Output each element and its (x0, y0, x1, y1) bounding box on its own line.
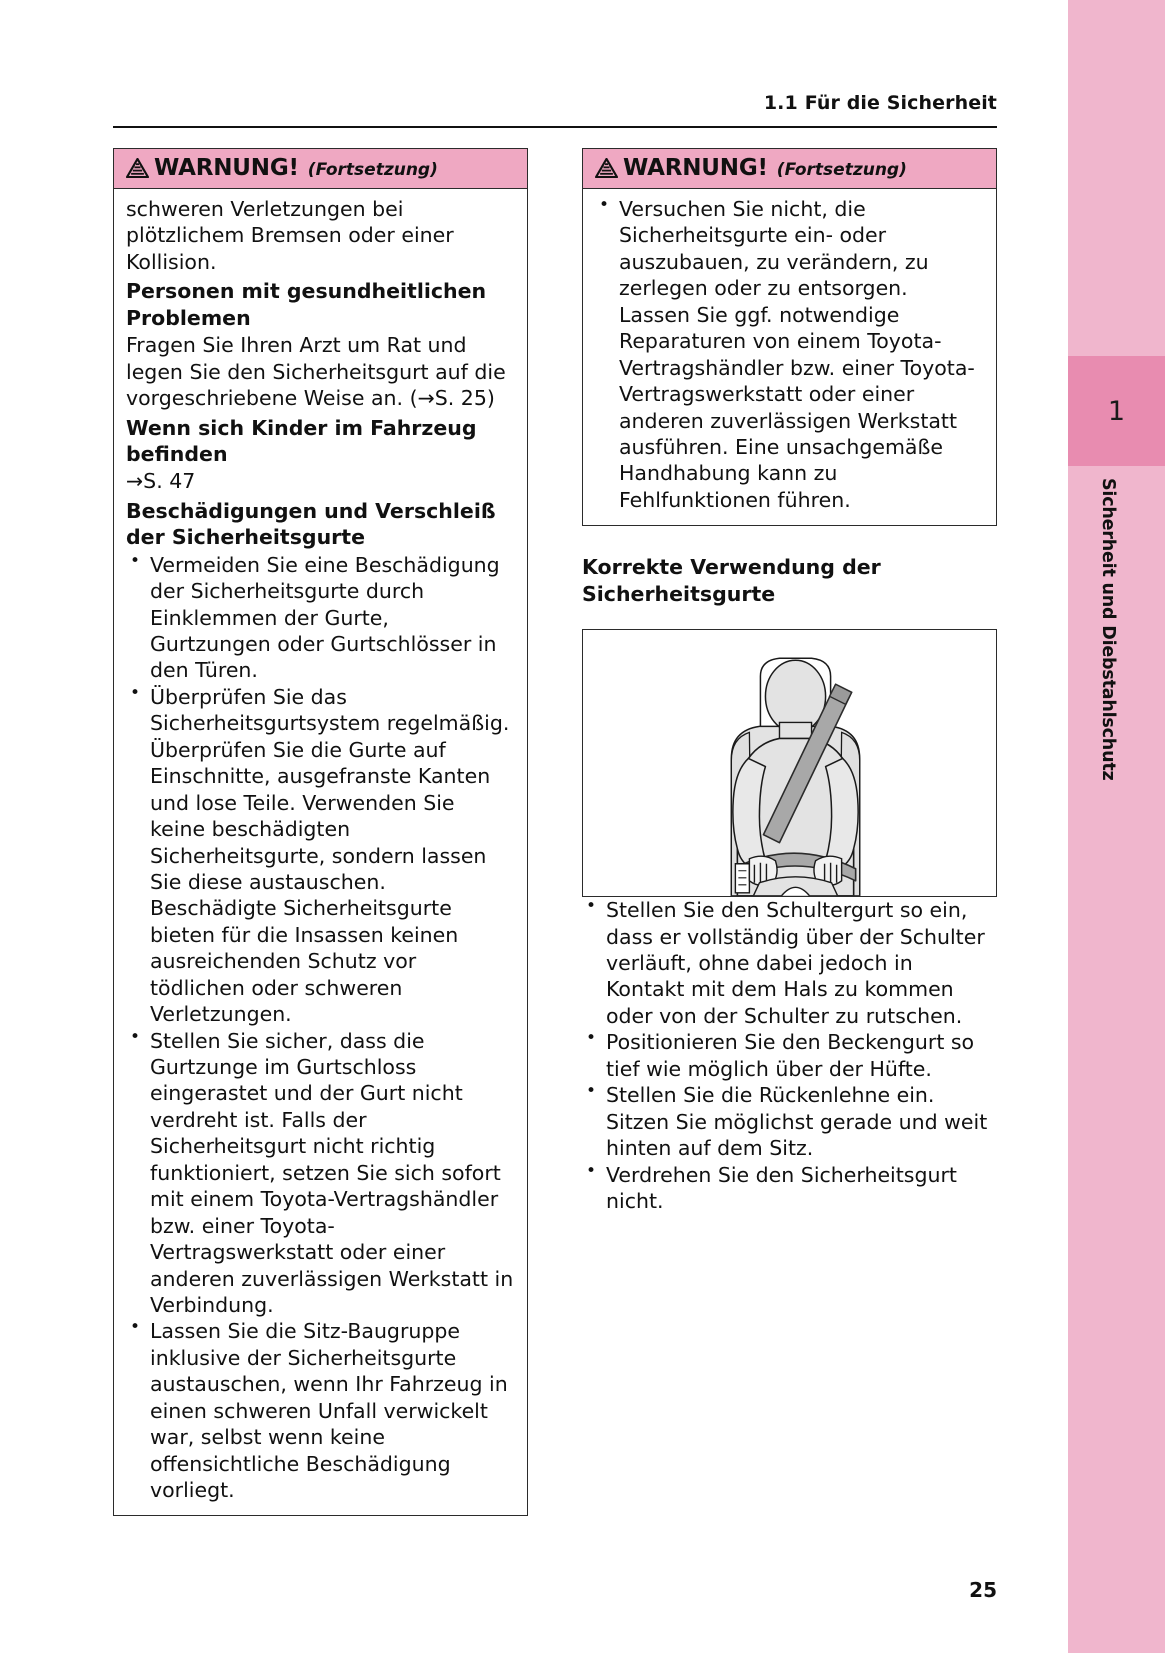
list-item: • Stellen Sie den Schultergurt so ein, dass er vollständig über der Schulter verläuft, ohne dabei jedoch in Kontakt mit dem Hals zu kommen oder von der Schulter zu rutschen. (582, 897, 997, 1029)
list-item: • Positionieren Sie den Beckengurt so tief wie möglich über der Hüfte. (582, 1029, 997, 1082)
subheading-children-in-vehicle: Wenn sich Kinder im Fahrzeug befinden (126, 415, 477, 466)
list-item: • Versuchen Sie nicht, die Sicherheitsgurte ein- oder auszubauen, zu verändern, zu zerlegen oder zu entsorgen. Lassen Sie ggf. notwendige Reparaturen von einem Toyota-Vertragshändler bzw. einer Toyota-Vertragswerkstatt oder einer anderen zuverlässigen Werkstatt ausführen. Eine unsachgemäße Handhabung kann zu Fehlfunktionen führen. (595, 196, 984, 513)
section-title: Für die Sicherheit (804, 92, 997, 114)
seatbelt-figure-svg (583, 630, 996, 896)
intro-paragraph: schweren Verletzungen bei plötzlichem Bremsen oder einer Kollision. (126, 197, 454, 274)
chapter-tab-label: Sicherheit und Diebstahlschutz (1098, 478, 1118, 781)
paragraph-children-reference: →S. 47 (126, 469, 196, 494)
warning-triangle-icon (595, 158, 618, 178)
warning-header-left (114, 149, 527, 189)
warning-triangle-icon (126, 158, 149, 178)
right-warning-bullet-list (595, 196, 984, 513)
subheading-damage-and-wear: Beschädigungen und Verschleiß der Sicherheitsgurte (126, 498, 496, 550)
chapter-tab-number: 1 (1107, 395, 1126, 427)
left-warning-bullet-list (126, 552, 515, 1504)
section-heading-correct-use: Korrekte Verwendung der Sicherheitsgurte (582, 555, 881, 606)
warning-continuation: (Fortsetzung) (307, 160, 438, 180)
warning-header-right (583, 149, 996, 189)
page-columns (113, 148, 997, 1502)
section-number: 1.1 (763, 92, 798, 114)
warning-continuation: (Fortsetzung) (776, 160, 907, 180)
list-item: • Vermeiden Sie eine Beschädigung der Sicherheitsgurte durch Einklemmen der Gurte, Gurtzungen oder Gurtschlösser in den Türen. (126, 552, 515, 684)
list-item: • Stellen Sie sicher, dass die Gurtzunge im Gurtschloss eingerastet und der Gurt nicht verdreht ist. Falls der Sicherheitsgurt nicht richtig funktioniert, setzen Sie sich sofort mit einem Toyota-Vertragshändler bzw. einer Toyota-Vertragswerkstatt oder einer anderen zuverlässigen Werkstatt in Verbindung. (126, 1028, 515, 1319)
warning-body-left (114, 189, 527, 1515)
correct-use-bullet-list (582, 897, 997, 1214)
page-header (113, 92, 997, 114)
list-item: • Verdrehen Sie den Sicherheitsgurt nicht. (582, 1162, 997, 1215)
warning-title: WARNUNG! (623, 155, 768, 181)
subheading-health-problems: Personen mit gesundheitlichen Problemen (126, 279, 487, 330)
list-item: • Lassen Sie die Sitz-Baugruppe inklusive der Sicherheitsgurte austauschen, wenn Ihr Fahrzeug in einen schweren Unfall verwickelt war, selbst wenn keine offensichtliche Beschädigung vorliegt. (126, 1318, 515, 1503)
right-column (582, 148, 997, 1214)
chapter-tab-strip (1068, 0, 1165, 1653)
header-divider (113, 126, 997, 128)
warning-box-right (582, 148, 997, 526)
warning-box-left (113, 148, 528, 1516)
warning-body-right (583, 189, 996, 525)
seatbelt-correct-use-illustration (582, 629, 997, 897)
page-number: 25 (969, 1578, 997, 1602)
paragraph-doctor-advice: Fragen Sie Ihren Arzt um Rat und legen Sie den Sicherheitsgurt auf die vorgeschriebene Weise an. (→S. 25) (126, 333, 506, 411)
left-column (113, 148, 528, 1516)
chapter-tab-label-wrapper (1068, 478, 1165, 784)
list-item: • Stellen Sie die Rückenlehne ein. Sitzen Sie möglichst gerade und weit hinten auf dem Sitz. (582, 1082, 997, 1161)
list-item: • Überprüfen Sie das Sicherheitsgurtsystem regelmäßig. Überprüfen Sie die Gurte auf Einschnitte, ausgefranste Kanten und lose Teile. Verwenden Sie keine beschädigten Sicherheitsgurte, sondern lassen Sie diese austauschen. Beschädigte Sicherheitsgurte bieten für die Insassen keinen ausreichenden Schutz vor tödlichen oder schweren Verletzungen. (126, 684, 515, 1028)
chapter-tab-number-box (1068, 356, 1165, 466)
warning-title: WARNUNG! (154, 155, 299, 181)
